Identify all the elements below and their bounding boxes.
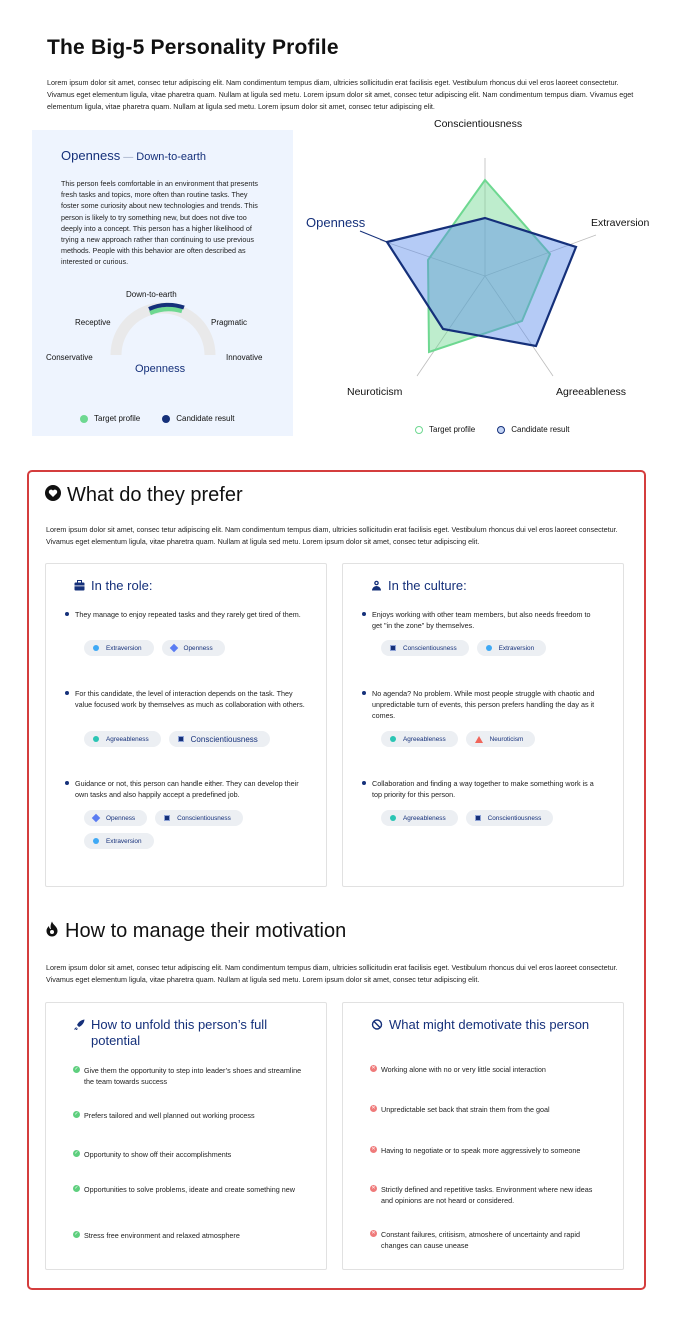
extraversion-icon (93, 838, 99, 844)
tag-extraversion[interactable] (477, 640, 547, 656)
target-ring-icon (415, 426, 423, 434)
role-item-2: For this candidate, the level of interaction depends on the task. They value focused work by themselves as much as collaboration with others. (75, 689, 305, 709)
role-title: In the role: (91, 578, 153, 593)
tag-label: Neuroticism (489, 735, 524, 743)
prefer-text: Lorem ipsum dolor sit amet, consec tetur adipiscing elit. Nam condimentum tempus diam, ultricies sollicitudin erat facilisis eget. Vestibulum rhoncus dui vel eros laoreet consectetur. Vivamus eget elementum ligula, vitae pharetra quam. Nullam at ligula sed metu. Lorem ipsum dolor sit amet, consec tetur adipiscing elit. (46, 525, 618, 546)
culture-item-2-tags (381, 731, 611, 747)
tag-extraversion[interactable] (84, 640, 154, 656)
tag-conscientiousness[interactable] (169, 731, 270, 747)
unfold-card (45, 1002, 327, 1270)
demotivate-item-text: Working alone with no or very little social interaction (381, 1065, 546, 1074)
tag-label: Extraversion (106, 644, 142, 652)
radar-candidate-polygon (387, 218, 576, 346)
radar-label-agreeableness: Agreeableness (556, 386, 627, 398)
openness-title: Openness (61, 148, 121, 163)
demotivate-item-2 (370, 1104, 600, 1115)
conscientiousness-icon (178, 736, 184, 742)
radar-label-neuroticism: Neuroticism (347, 386, 403, 398)
motivation-text: Lorem ipsum dolor sit amet, consec tetur adipiscing elit. Nam condimentum tempus diam, ultricies sollicitudin erat facilisis eget. Vestibulum rhoncus dui vel eros laoreet consectetur. Vivamus eget elementum ligula, vitae pharetra quam. Nullam at ligula sed metu. Lorem ipsum dolor sit amet, consec tetur adipiscing elit. (46, 963, 618, 984)
gauge-center-label: Openness (135, 363, 186, 375)
openness-panel (32, 130, 293, 436)
demotivate-item-text: Having to negotiate or to speak more aggressively to someone (381, 1146, 581, 1155)
culture-card (342, 563, 624, 887)
agreeableness-icon (390, 736, 396, 742)
culture-item-3: Collaboration and finding a way together to make something work is a top priority for this person. (372, 778, 602, 800)
agreeableness-icon (93, 736, 99, 742)
unfold-item-3 (73, 1149, 303, 1160)
demotivate-item-5 (370, 1229, 600, 1251)
tag-openness[interactable] (84, 810, 147, 826)
gauge-track (116, 308, 210, 355)
role-item-1-tags (84, 640, 314, 656)
demotivate-item-1 (370, 1064, 600, 1075)
demotivate-item-4 (370, 1184, 600, 1206)
culture-title: In the culture: (388, 578, 467, 593)
culture-item-3-tags (381, 810, 611, 826)
prefer-heading (45, 484, 243, 507)
radar-legend-target: Target profile (429, 425, 476, 434)
demotivate-card-title (371, 1017, 589, 1033)
openness-dash: — (123, 152, 134, 163)
role-item-2-tags (84, 731, 314, 747)
gauge-label-receptive: Receptive (75, 318, 111, 327)
team-icon (371, 580, 382, 594)
conscientiousness-icon (390, 645, 396, 651)
unfold-title: How to unfold this person’s full potential (91, 1017, 268, 1048)
candidate-dot-icon (162, 415, 170, 423)
briefcase-icon (74, 580, 85, 594)
unfold-item-text: Opportunity to show off their accomplishments (84, 1150, 232, 1159)
tag-neuroticism[interactable] (466, 731, 536, 747)
demotivate-card (342, 1002, 624, 1270)
tag-label: Conscientiousness (190, 734, 258, 744)
unfold-item-5 (73, 1230, 303, 1241)
tag-label: Openness (106, 814, 136, 822)
demotivate-title: What might demotivate this person (389, 1017, 590, 1032)
cross-icon: ✕ (371, 1185, 376, 1191)
radar-legend (415, 425, 570, 434)
radar-label-openness: Openness (306, 215, 366, 230)
intro-text: Lorem ipsum dolor sit amet, consec tetur adipiscing elit. Nam condimentum tempus diam, ultricies sollicitudin erat facilisis eget. Vestibulum rhoncus dui vel eros laoreet consectetur. Vivamus eget elementum ligula, vitae pharetra quam. Nullam at ligula sed metu. Lorem ipsum dolor sit amet, consec tetur adipiscing elit. Nam condimentum tempus diam. Vivamus eget elementum ligula, vitae pharetra quam. Nullam at ligula sed metu. Lorem ipsum dolor sit amet, consec tetur adipiscing elit. (47, 78, 634, 111)
radar-label-conscientiousness: Conscientiousness (434, 118, 523, 130)
demotivate-item-text: Constant failures, critisism, atmoshere of uncertainty and rapid changes can cause unease (381, 1230, 580, 1250)
cross-icon: ✕ (371, 1230, 376, 1236)
check-icon: ✓ (74, 1231, 79, 1237)
openness-subtitle: Down-to-earth (136, 151, 206, 163)
unfold-item-text: Give them the opportunity to step into leader’s shoes and streamline the team towards success (84, 1066, 302, 1086)
agreeableness-icon (390, 815, 396, 821)
motivation-title: How to manage their motivation (65, 920, 347, 942)
demotivate-item-text: Unpredictable set back that strain them from the goal (381, 1105, 550, 1114)
openness-icon (169, 644, 177, 652)
role-item-3-tags (84, 810, 314, 849)
culture-item-1-tags (381, 640, 611, 656)
tag-agreeableness[interactable] (84, 731, 161, 747)
legend-target-label: Target profile (94, 414, 141, 423)
tag-label: Extraversion (498, 644, 535, 652)
role-card (45, 563, 327, 887)
gauge-label-conservative: Conservative (46, 353, 93, 362)
conscientiousness-icon (475, 815, 481, 821)
culture-item-2: No agenda? No problem. While most people struggle with chaotic and unpredictable turn of events, this person prefers handling the day as it comes. (372, 688, 602, 721)
check-icon: ✓ (74, 1111, 79, 1117)
gauge-label-innovative: Innovative (226, 353, 263, 362)
tag-agreeableness[interactable] (381, 731, 458, 747)
unfold-item-4 (73, 1184, 303, 1195)
openness-legend (80, 414, 235, 423)
legend-candidate-label: Candidate result (176, 414, 235, 423)
demotivate-item-text: Strictly defined and repetitive tasks. Environment where new ideas and opinions are not heard or considered. (381, 1185, 593, 1205)
conscientiousness-icon (164, 815, 170, 821)
role-card-title (74, 578, 152, 594)
unfold-item-text: Prefers tailored and well planned out working process (84, 1111, 255, 1120)
tag-label: Openness (183, 644, 213, 652)
candidate-ring-icon (497, 426, 505, 434)
gauge-label-pragmatic: Pragmatic (211, 318, 248, 327)
rocket-icon (74, 1019, 85, 1035)
radar-label-extraversion: Extraversion (591, 217, 650, 229)
tag-label: Conscientiousness (403, 644, 457, 652)
flame-icon (45, 921, 59, 942)
culture-card-title (371, 578, 467, 594)
radar-chart (300, 110, 688, 440)
openness-icon (92, 814, 100, 822)
tag-label: Conscientiousness (487, 814, 542, 822)
tag-conscientiousness[interactable] (381, 640, 469, 656)
tag-label: Extraversion (106, 837, 142, 845)
tag-openness[interactable] (162, 640, 225, 656)
openness-description: This person feels comfortable in an environment that presents fresh tasks and topics, more often than routine tasks. They foster some curiosity about new technologies and trends. This person is likely to try something new, but does not dive too deeply into a concept. This person has a higher likelihood of trying a new approach rather than continuing to use previous methods. People with this behavior are often described as interested or curious. (61, 179, 258, 267)
cross-icon: ✕ (371, 1146, 376, 1152)
prefer-title: What do they prefer (67, 484, 243, 506)
tag-conscientiousness[interactable] (466, 810, 554, 826)
unfold-item-2 (73, 1110, 303, 1121)
unfold-item-text: Opportunities to solve problems, ideate and create something new (84, 1185, 295, 1194)
gauge-label-top: Down-to-earth (126, 290, 177, 299)
unfold-card-title (74, 1017, 314, 1049)
motivation-heading (45, 920, 346, 943)
tag-label: Conscientiousness (177, 814, 231, 822)
role-item-1: They manage to enjoy repeated tasks and they rarely get tired of them. (75, 609, 305, 620)
page-title: The Big-5 Personality Profile (47, 36, 339, 59)
openness-pointer (360, 231, 387, 242)
check-icon: ✓ (74, 1185, 79, 1191)
heart-icon (45, 485, 61, 506)
tag-conscientiousness[interactable] (155, 810, 243, 826)
tag-label: Agreeableness (403, 735, 446, 743)
openness-heading (61, 147, 206, 165)
target-dot-icon (80, 415, 88, 423)
extraversion-icon (93, 645, 99, 651)
cross-icon: ✕ (371, 1105, 376, 1111)
radar-legend-candidate: Candidate result (511, 425, 570, 434)
check-icon: ✓ (74, 1150, 79, 1156)
unfold-item-text: Stress free environment and relaxed atmosphere (84, 1231, 240, 1240)
neuroticism-icon (475, 736, 483, 743)
no-entry-icon (371, 1019, 383, 1033)
tag-label: Agreeableness (403, 814, 446, 822)
extraversion-icon (486, 645, 492, 651)
tag-label: Agreeableness (106, 735, 149, 743)
role-item-3: Guidance or not, this person can handle either. They can develop their own tasks and also happily accept a predefined job. (75, 778, 305, 800)
check-icon: ✓ (74, 1066, 79, 1072)
culture-item-1: Enjoys working with other team members, but also needs freedom to get "in the zone" by themselves. (372, 609, 602, 631)
tag-agreeableness[interactable] (381, 810, 458, 826)
cross-icon: ✕ (371, 1065, 376, 1071)
tag-extraversion[interactable] (84, 833, 154, 849)
unfold-item-1 (73, 1065, 303, 1087)
demotivate-item-3 (370, 1145, 600, 1156)
